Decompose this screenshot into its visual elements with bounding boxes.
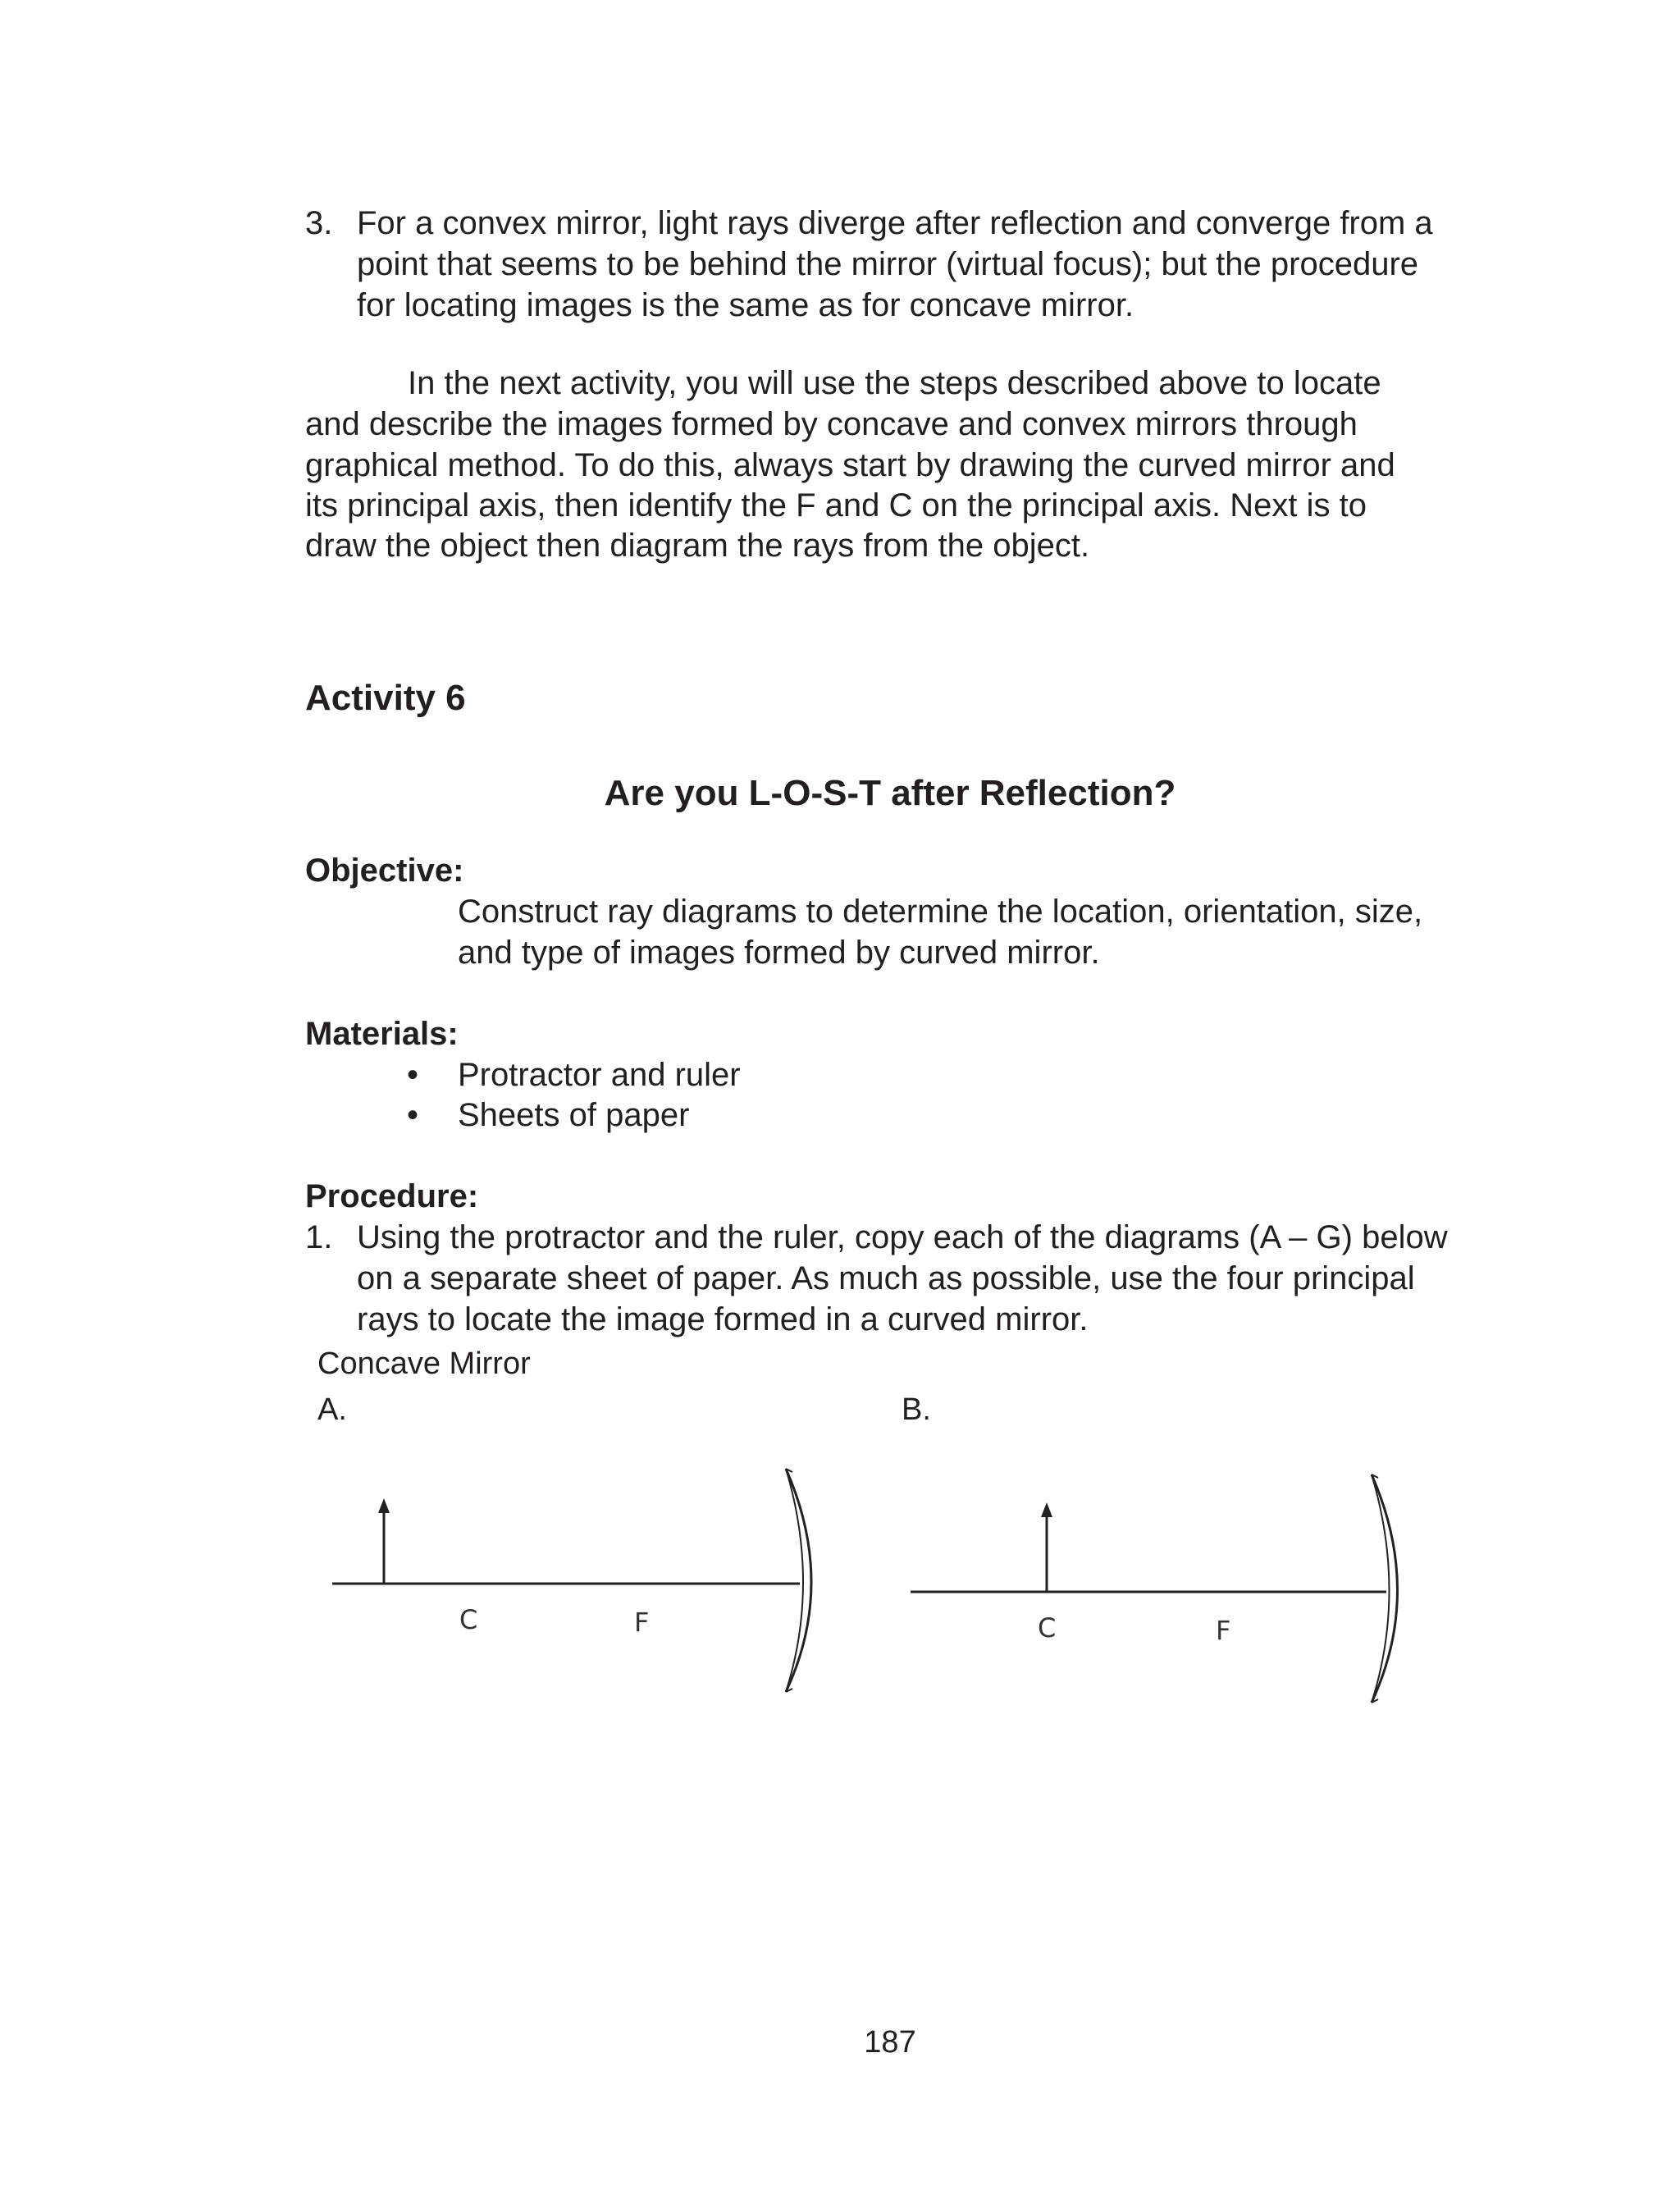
bullet-icon: • bbox=[407, 1097, 419, 1133]
label-c: C bbox=[1038, 1612, 1057, 1644]
label-f: F bbox=[1216, 1615, 1231, 1646]
materials-item-2: Sheets of paper bbox=[458, 1097, 690, 1133]
concave-mirror bbox=[1372, 1474, 1398, 1703]
item-3-line-3: for locating images is the same as for concave mirror. bbox=[357, 287, 1134, 323]
procedure-line-1: Using the protractor and the ruler, copy each of the diagrams (A – G) below bbox=[357, 1219, 1448, 1255]
item-3-line-2: point that seems to be behind the mirror (virtual focus); but the procedure bbox=[357, 246, 1419, 282]
procedure-label: Procedure: bbox=[305, 1178, 479, 1214]
objective-label: Objective: bbox=[305, 853, 464, 889]
concave-mirror bbox=[786, 1469, 811, 1692]
concave-mirror-label: Concave Mirror bbox=[317, 1346, 531, 1381]
activity-label: Activity 6 bbox=[305, 678, 466, 718]
procedure-number: 1. bbox=[305, 1219, 333, 1255]
diagram-b bbox=[898, 1456, 1423, 1719]
diagram-a bbox=[312, 1452, 837, 1715]
intro-line-1: In the next activity, you will use the steps described above to locate bbox=[408, 365, 1381, 401]
concave-mirror-inner bbox=[1372, 1474, 1390, 1703]
label-c: C bbox=[459, 1604, 478, 1635]
item-3-number: 3. bbox=[305, 205, 333, 241]
procedure-line-2: on a separate sheet of paper. As much as possible, use the four principal bbox=[357, 1260, 1415, 1296]
page-number: 187 bbox=[864, 2025, 916, 2060]
concave-mirror-inner bbox=[786, 1469, 803, 1692]
intro-line-2: and describe the images formed by concave and convex mirrors through bbox=[305, 406, 1358, 442]
activity-title: Are you L-O-S-T after Reflection? bbox=[604, 773, 1176, 813]
bullet-icon: • bbox=[407, 1057, 419, 1093]
procedure-line-3: rays to locate the image formed in a curved mirror. bbox=[357, 1301, 1089, 1337]
materials-item-1: Protractor and ruler bbox=[458, 1057, 741, 1093]
objective-line-2: and type of images formed by curved mirror. bbox=[458, 935, 1100, 971]
materials-label: Materials: bbox=[305, 1016, 459, 1052]
diagram-b-label: B. bbox=[902, 1392, 931, 1427]
objective-line-1: Construct ray diagrams to determine the location, orientation, size, bbox=[458, 894, 1423, 930]
object-arrow bbox=[1041, 1502, 1052, 1592]
object-arrow bbox=[378, 1498, 390, 1584]
intro-line-4: its principal axis, then identify the F and C on the principal axis. Next is to bbox=[305, 487, 1367, 523]
item-3-line-1: For a convex mirror, light rays diverge after reflection and converge from a bbox=[357, 205, 1433, 241]
diagram-a-label: A. bbox=[317, 1392, 347, 1427]
intro-line-5: draw the object then diagram the rays from the object. bbox=[305, 528, 1090, 564]
label-f: F bbox=[634, 1607, 650, 1638]
intro-line-3: graphical method. To do this, always start by drawing the curved mirror and bbox=[305, 447, 1395, 483]
